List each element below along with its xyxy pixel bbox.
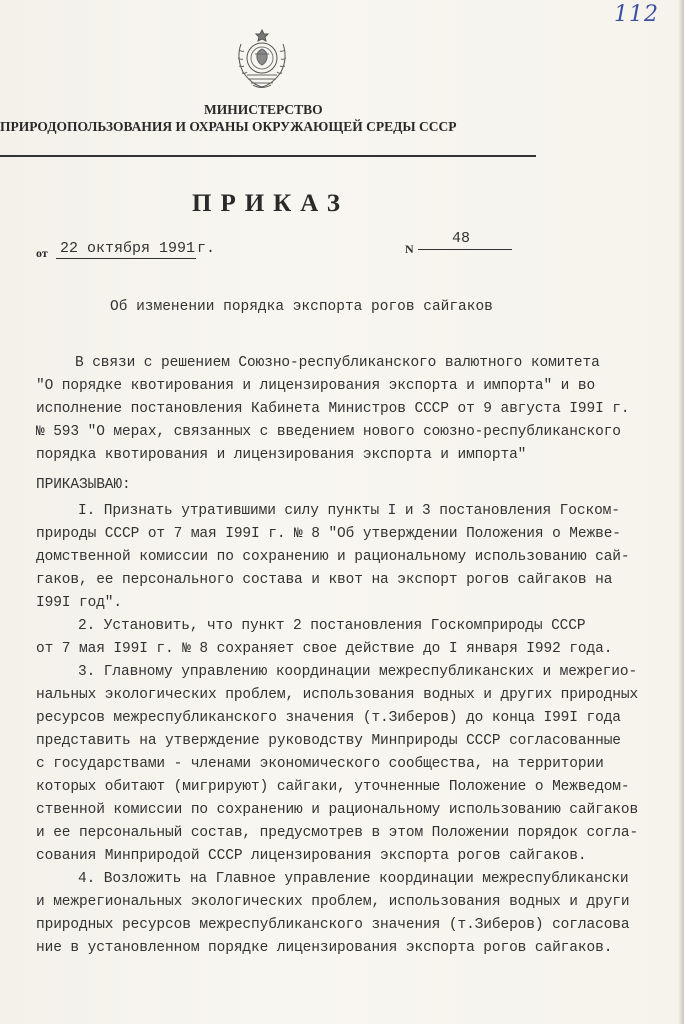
body-line: В связи с решением Союзно-республиканского валютного комитета [75, 355, 600, 371]
body-line: природных ресурсов межреспубликанского значения (т.Зиберов) согласова [36, 917, 630, 933]
body-line: с государствами - членами экономического сообщества, на территории [36, 756, 604, 772]
body-line: и межрегиональных экологических проблем, использования водных и други [36, 894, 630, 910]
body-line: сования Минприродой СССР лицензирования экспорта рогов сайгаков. [36, 848, 587, 864]
ministry-name-line1: МИНИСТЕРСТВО [204, 102, 323, 117]
number-label: N [405, 242, 414, 256]
body-line: гаков, ее персонального состава и квот на экспорт рогов сайгаков на [36, 572, 613, 588]
body-line: 2. Установить, что пункт 2 постановления Госкомприроды СССР [78, 618, 586, 634]
body-line: ресурсов межреспубликанского значения (т.Зиберов) до конца I99I года [36, 710, 621, 726]
order-number: 48 [452, 230, 471, 247]
body-line: 3. Главному управлению координации межреспубликанских и межрегио- [78, 664, 638, 680]
body-line: нальных экологических проблем, использования водных и других природных [36, 687, 639, 703]
body-line: № 593 "О мерах, связанных с введением нового союзно-республиканского [36, 424, 621, 440]
body-line: ние в установленном порядке лицензирования экспорта рогов сайгаков. [36, 940, 613, 956]
header-divider [0, 155, 536, 157]
number-underline [418, 249, 512, 250]
body-line: которых обитают (мигрируют) сайгаки, уточненные Положение о Межведом- [36, 779, 630, 795]
ministry-name-line2: ПРИРОДОПОЛЬЗОВАНИЯ И ОХРАНЫ ОКРУЖАЮЩЕЙ СРЕДЫ СССР [0, 119, 457, 134]
body-line: домственной комиссии по сохранению и рациональному использованию сай- [36, 549, 630, 565]
body-line: ПРИКАЗЫВАЮ: [36, 477, 131, 493]
body-line: I. Признать утратившими силу пункты I и 3 постановления Госком- [78, 503, 620, 519]
body-line: от 7 мая I99I г. № 8 сохраняет свое действие до I января I992 года. [36, 641, 613, 657]
date-prefix: от [36, 246, 48, 260]
body-line: ственной комиссии по сохранению и рациональному использованию сайгаков [36, 802, 639, 818]
page-edge-shadow [678, 0, 684, 1024]
date-underline [56, 258, 196, 259]
body-line: исполнение постановления Кабинета Министров СССР от 9 августа I99I г. [36, 401, 630, 417]
order-subject: Об изменении порядка экспорта рогов сайгаков [110, 299, 493, 315]
body-line: порядка квотирования и лицензирования экспорта и импорта" [36, 447, 527, 463]
ussr-emblem-icon [233, 28, 291, 90]
date-suffix: г. [197, 240, 216, 257]
handwritten-page-number: 112 [614, 2, 659, 27]
body-line: 4. Возложить на Главное управление координации межреспубликански [78, 871, 629, 887]
body-line: представить на утверждение руководству Минприроды СССР согласованные [36, 733, 621, 749]
body-line: природы СССР от 7 мая I99I г. № 8 "Об утверждении Положения о Межве- [36, 526, 621, 542]
body-line: I99I год". [36, 595, 123, 611]
document-title: ПРИКАЗ [192, 190, 349, 217]
body-line: "О порядке квотирования и лицензирования экспорта и импорта" и во [36, 378, 596, 394]
body-line: и ее персональный состав, предусмотрев в этом Положении порядок согла- [36, 825, 639, 841]
order-date: 22 октября 1991 [60, 240, 196, 257]
